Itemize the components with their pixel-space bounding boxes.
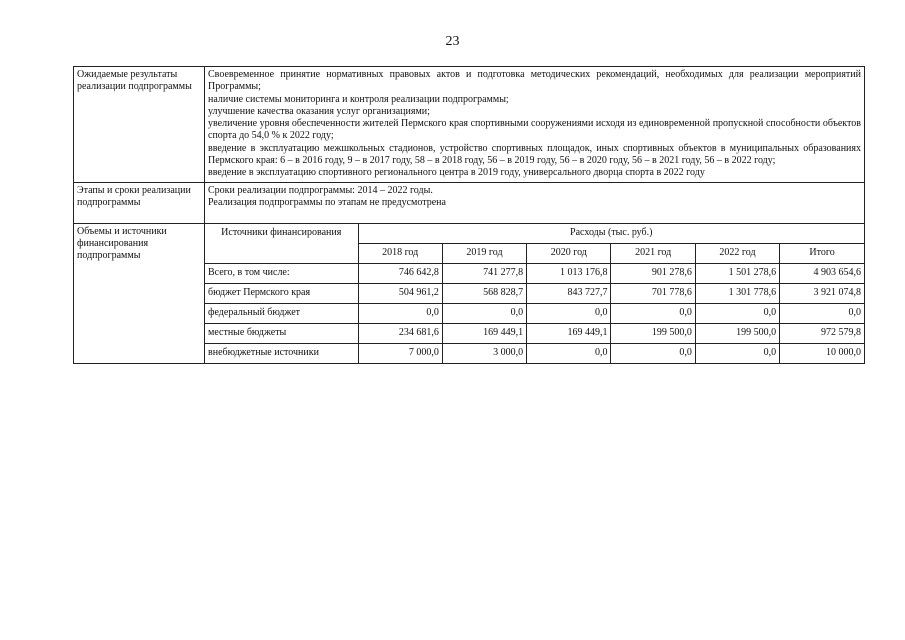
year-header: 2022 год <box>695 243 779 263</box>
results-content <box>205 67 865 183</box>
amount-cell: 568 828,7 <box>442 283 526 303</box>
amount-cell: 169 449,1 <box>527 323 611 343</box>
year-header: 2021 год <box>611 243 695 263</box>
amount-cell: 1 301 778,6 <box>695 283 779 303</box>
amount-cell: 3 000,0 <box>442 343 526 363</box>
results-line: наличие системы мониторинга и контроля реализации подпрограммы; <box>208 93 509 105</box>
amount-cell: 234 681,6 <box>358 323 442 343</box>
table-row <box>205 263 864 283</box>
total-cell: 972 579,8 <box>780 323 864 343</box>
amount-cell: 0,0 <box>527 303 611 323</box>
source-header: Источники финансирования <box>205 224 358 264</box>
year-header: 2020 год <box>527 243 611 263</box>
funding-label: Объемы и источники финансирования подпрограммы <box>74 223 205 363</box>
funding-header-row <box>205 224 864 244</box>
stages-label: Этапы и сроки реализации подпрограммы <box>74 182 205 223</box>
amount-cell: 0,0 <box>442 303 526 323</box>
source-name: внебюджетные источники <box>205 343 358 363</box>
amount-cell: 843 727,7 <box>527 283 611 303</box>
amount-cell: 0,0 <box>695 303 779 323</box>
results-line: увеличение уровня обеспеченности жителей Пермского края спортивными сооружениями исходя из единовременной пропускной способности объектов спорта до 54,0 % к 2022 году; <box>208 118 861 142</box>
total-cell: 4 903 654,6 <box>780 263 864 283</box>
amount-cell: 0,0 <box>611 343 695 363</box>
year-header: 2019 год <box>442 243 526 263</box>
funding-content <box>205 223 865 363</box>
stages-content <box>205 182 865 223</box>
funding-row <box>74 223 865 363</box>
table-row <box>205 343 864 363</box>
source-name: федеральный бюджет <box>205 303 358 323</box>
source-name: бюджет Пермского края <box>205 283 358 303</box>
expenses-header: Расходы (тыс. руб.) <box>358 224 864 244</box>
funding-table <box>205 224 864 363</box>
source-name: Всего, в том числе: <box>205 263 358 283</box>
results-row <box>74 67 865 183</box>
year-header: 2018 год <box>358 243 442 263</box>
stages-line: Реализация подпрограммы по этапам не предусмотрена <box>208 196 446 208</box>
results-line: Своевременное принятие нормативных правовых актов и подготовка методических рекомендаций, необходимых для реализации мероприятий Программы; <box>208 69 861 93</box>
total-header: Итого <box>780 243 864 263</box>
passport-table <box>73 66 865 364</box>
amount-cell: 741 277,8 <box>442 263 526 283</box>
amount-cell: 901 278,6 <box>611 263 695 283</box>
amount-cell: 0,0 <box>358 303 442 323</box>
stages-line: Сроки реализации подпрограммы: 2014 – 2022 годы. <box>208 184 433 196</box>
amount-cell: 199 500,0 <box>611 323 695 343</box>
amount-cell: 199 500,0 <box>695 323 779 343</box>
amount-cell: 701 778,6 <box>611 283 695 303</box>
page-number: 23 <box>445 34 460 49</box>
amount-cell: 7 000,0 <box>358 343 442 363</box>
results-label: Ожидаемые результаты реализации подпрограммы <box>74 67 205 183</box>
stages-row <box>74 182 865 223</box>
results-line: введение в эксплуатацию спортивного регионального центра в 2019 году, универсального дворца спорта в 2022 году <box>208 167 705 179</box>
amount-cell: 1 501 278,6 <box>695 263 779 283</box>
amount-cell: 746 642,8 <box>358 263 442 283</box>
table-row <box>205 323 864 343</box>
table-row <box>205 303 864 323</box>
total-cell: 0,0 <box>780 303 864 323</box>
results-line: улучшение качества оказания услуг организациями; <box>208 105 430 117</box>
total-cell: 3 921 074,8 <box>780 283 864 303</box>
amount-cell: 0,0 <box>527 343 611 363</box>
amount-cell: 0,0 <box>695 343 779 363</box>
amount-cell: 1 013 176,8 <box>527 263 611 283</box>
total-cell: 10 000,0 <box>780 343 864 363</box>
table-row <box>205 283 864 303</box>
results-line: введение в эксплуатацию межшкольных стадионов, устройство спортивных площадок, иных спортивных объектов в муниципальных образованиях Пермского края: 6 – в 2016 году, 9 – в 2017 году, 58 – в 2018 году, 56 – в 2019 году, 56 – в 2020 году, 56 – в 2021 году, 56 – в 2022 году; <box>208 142 861 167</box>
amount-cell: 169 449,1 <box>442 323 526 343</box>
amount-cell: 504 961,2 <box>358 283 442 303</box>
source-name: местные бюджеты <box>205 323 358 343</box>
amount-cell: 0,0 <box>611 303 695 323</box>
